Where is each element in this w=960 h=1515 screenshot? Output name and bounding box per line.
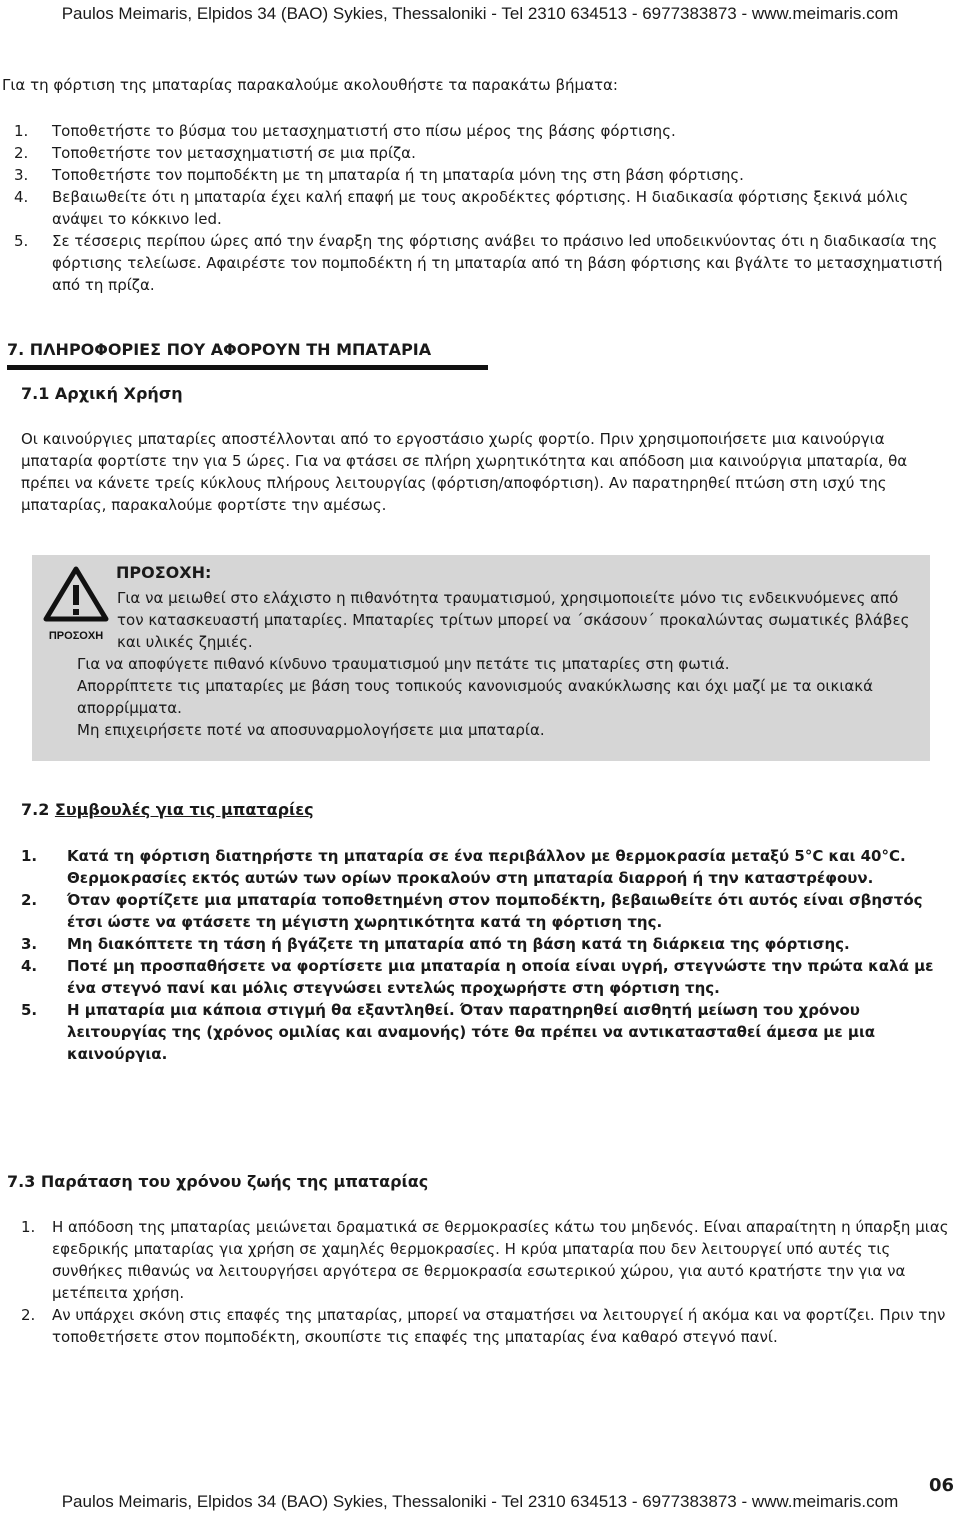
warning-line: Απορρίπτετε τις μπαταρίες με βάση τους τοπικούς κανονισμούς ανακύκλωσης και όχι μαζί με τα οικιακά απορρίμματα. xyxy=(77,677,874,717)
section-7-title: 7. ΠΛΗΡΟΦΟΡΙΕΣ ΠΟΥ ΑΦΟΡΟΥΝ ΤΗ ΜΠΑΤΑΡΙΑ xyxy=(7,340,432,359)
page-number: 06 xyxy=(928,1475,954,1496)
list-item: 2. Όταν φορτίζετε μια μπαταρία τοποθετημένη στον πομποδέκτη, βεβαιωθείτε ότι αυτός είναι σβηστός έτσι ώστε να φτάσετε τη μέγιστη χωρητικότητα κατά τη φόρτιση της. xyxy=(21,891,923,931)
section-7-2-title: 7.2 Συμβουλές για τις μπαταρίες xyxy=(21,800,314,819)
warning-line: Μη επιχειρήσετε ποτέ να αποσυναρμολογήσετε μια μπαταρία. xyxy=(77,721,545,739)
battery-life-list xyxy=(21,1216,957,1348)
section-7-1-text: Οι καινούργιες μπαταρίες αποστέλλονται από το εργοστάσιο χωρίς φορτίο. Πριν χρησιμοποιήσετε μια καινούργια μπαταρία φορτίστε την για 5 ώρες. Για να φτάσει σε πλήρη χωρητικότητα και απόδοση μια καινούργια μπαταρία, θα πρέπει να κάνετε τρείς κύκλους πλήρους λειτουργίας (φόρτιση/αποφόρτιση). Αν παρατηρηθεί πτώση στη ισχύ της μπαταρίας, παρακαλούμε φορτίστε την αμέσως. xyxy=(21,430,908,514)
section-7-3-title: 7.3 Παράταση του χρόνου ζωής της μπαταρίας xyxy=(7,1172,429,1191)
page-header: Paulos Meimaris, Elpidos 34 (BAO) Sykies, Thessaloniki - Tel 2310 634513 - 6977383873 - www.meimaris.com xyxy=(61,4,899,23)
list-item: 5. Σε τέσσερις περίπου ώρες από την έναρξη της φόρτισης ανάβει το πράσινο led υποδεικνύοντας ότι η διαδικασία της φόρτισης τελείωσε. Αφαιρέστε τον πομποδέκτη ή τη μπαταρία από τη βάση φόρτισης και βγάλτε το μετασχηματιστή από τη πρίζα. xyxy=(14,232,943,294)
list-item: 3. Μη διακόπτετε τη τάση ή βγάζετε τη μπαταρία από τη βάση κατά τη διάρκεια της φόρτισης. xyxy=(21,935,850,953)
list-item: 1. Τοποθετήστε το βύσμα του μετασχηματιστή στο πίσω μέρος της βάσης φόρτισης. xyxy=(14,122,676,140)
list-item: 2. Αν υπάρχει σκόνη στις επαφές της μπαταρίας, μπορεί να σταματήσει να λειτουργεί ή ακόμα και να φορτίζει. Πριν την τοποθετήσετε στον πομποδέκτη, σκουπίστε τις επαφές της μπαταρίας ένα καθαρό στεγνό πανί. xyxy=(21,1306,946,1346)
list-item: 4. Ποτέ μη προσπαθήσετε να φορτίσετε μια μπαταρία η οποία είναι υγρή, στεγνώστε την πρώτα καλά με ένα στεγνό πανί και μόλις στεγνώσει εντελώς προχωρήστε στη φόρτιση της. xyxy=(21,957,934,997)
warning-icon-label: ΠΡΟΣΟΧΗ xyxy=(48,630,104,642)
page-footer: Paulos Meimaris, Elpidos 34 (BAO) Sykies, Thessaloniki - Tel 2310 634513 - 6977383873 - www.meimaris.com xyxy=(61,1492,899,1511)
list-item: 5. Η μπαταρία μια κάποια στιγμή θα εξαντληθεί. Όταν παρατηρηθεί αισθητή μείωση του χρόνου λειτουργίας της (χρόνος ομιλίας και αναμονής) τότε θα πρέπει να αντικατασταθεί άμεσα με μια καινούργια. xyxy=(21,1001,876,1063)
warning-icon xyxy=(42,565,110,645)
list-item: 1. Κατά τη φόρτιση διατηρήστε τη μπαταρία σε ένα περιβάλλον με θερμοκρασία μεταξύ 5°C και 40°C. Θερμοκρασίες εκτός αυτών των ορίων προκαλούν στη μπαταρία διαρροή ή την καταστρέφουν. xyxy=(21,847,906,887)
intro-text: Για τη φόρτιση της μπαταρίας παρακαλούμε ακολουθήστε τα παρακάτω βήματα: xyxy=(2,76,618,94)
warning-lines xyxy=(77,653,927,741)
warning-line: Για να αποφύγετε πιθανό κίνδυνο τραυματισμού μην πετάτε τις μπαταρίες στη φωτιά. xyxy=(77,655,730,673)
list-item: 1. Η απόδοση της μπαταρίας μειώνεται δραματικά σε θερμοκρασίες κάτω του μηδενός. Είναι απαραίτητη η ύπαρξη μιας εφεδρικής μπαταρίας για χρήση σε χαμηλές θερμοκρασίες. Η κρύα μπαταρία που δεν λειτουργεί υπό αυτές τις συνθήκες πιθανώς να λειτουργήσει αργότερα σε θερμοκρασία εσωτερικού χώρου, για αυτό κρατήστε την για να μετέπειτα χρήση. xyxy=(21,1218,949,1302)
warning-title: ΠΡΟΣΟΧΗ: xyxy=(116,563,212,582)
section-7-1-title: 7.1 Αρχική Χρήση xyxy=(21,384,183,403)
list-item: 4. Βεβαιωθείτε ότι η μπαταρία έχει καλή επαφή με τους ακροδέκτες φόρτισης. Η διαδικασία φόρτισης ξεκινά μόλις ανάψει το κόκκινο led. xyxy=(14,188,909,228)
charging-steps xyxy=(14,120,958,296)
warning-text: Για να μειωθεί στο ελάχιστο η πιθανότητα τραυματισμού, χρησιμοποιείτε μόνο τις ενδεικνυόμενες από τον κατασκευαστή μπαταρίες. Μπαταρίες τρίτων μπορεί να ΄σκάσουν΄ προκαλώντας σωματικές βλάβες και υλικές ζημιές. xyxy=(117,589,910,651)
list-item: 2. Τοποθετήστε τον μετασχηματιστή σε μια πρίζα. xyxy=(14,144,416,162)
battery-tips xyxy=(21,845,957,1065)
list-item: 3. Τοποθετήστε τον πομποδέκτη με τη μπαταρία ή τη μπαταρία μόνη της στη βάση φόρτισης. xyxy=(14,166,744,184)
section-7-underline xyxy=(7,365,488,370)
